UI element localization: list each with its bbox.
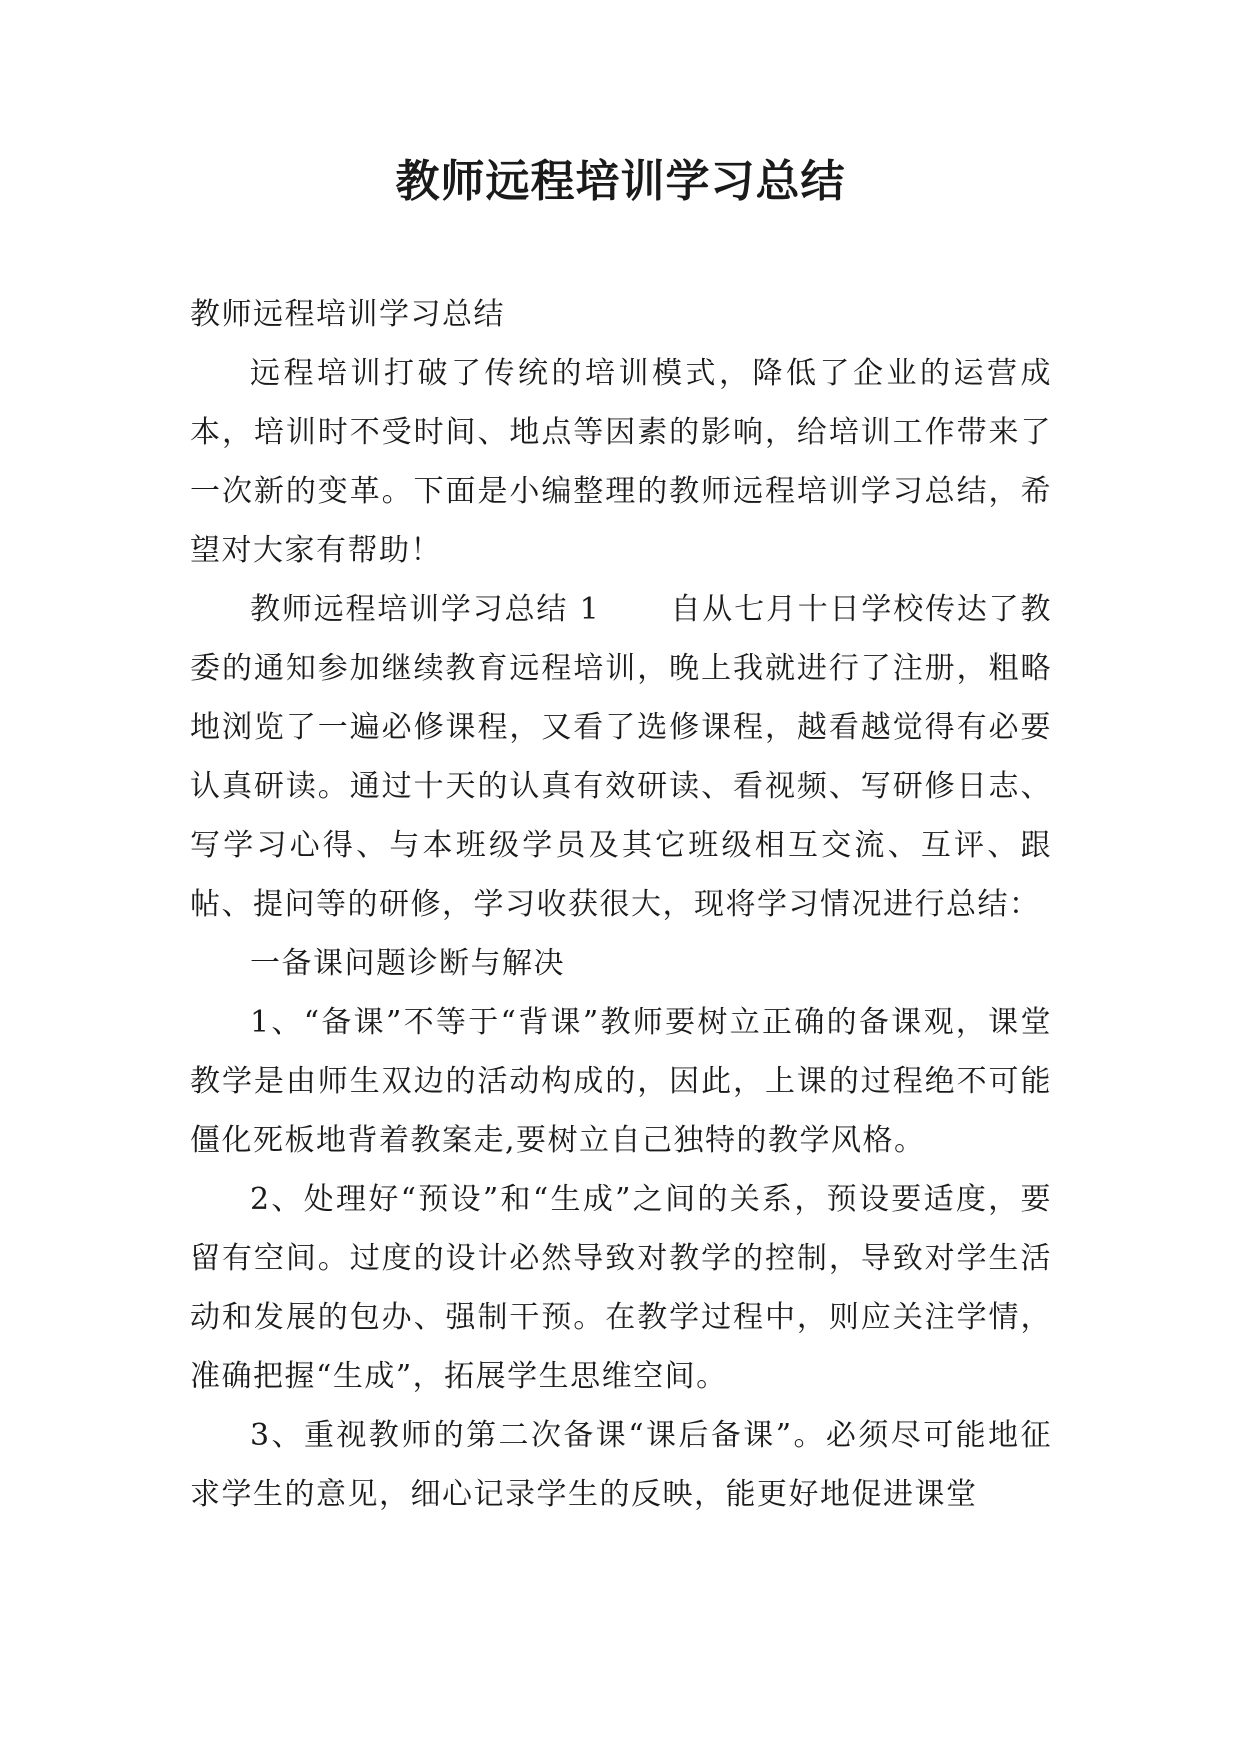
list-item: 1、“备课”不等于“背课”教师要树立正确的备课观，课堂教学是由师生双边的活动构成的，因此，上课的过程绝不可能僵化死板地背着教案走,要树立自己独特的教学风格。 — [190, 1005, 1052, 1158]
paragraph-part1 — [190, 580, 1052, 934]
document-title: 教师远程培训学习总结 — [395, 156, 846, 207]
document-body — [190, 285, 1052, 1524]
list-item: 3、重视教师的第二次备课“课后备课”。必须尽可能地征求学生的意见，细心记录学生的反映，能更好地促进课堂 — [190, 1418, 1052, 1512]
section-heading: 一备课问题诊断与解决 — [250, 946, 565, 981]
part1-body: 自从七月十日学校传达了教委的通知参加继续教育远程培训，晚上我就进行了注册，粗略地浏览了一遍必修课程，又看了选修课程，越看越觉得有必要认真研读。通过十天的认真有效研读、看视频、写研修日志、写学习心得、与本班级学员及其它班级相互交流、互评、跟帖、提问等的研修，学习收获很大，现将学习情况进行总结： — [190, 592, 1053, 922]
part1-heading: 教师远程培训学习总结 1 — [250, 592, 601, 627]
paragraph-intro: 远程培训打破了传统的培训模式，降低了企业的运营成本，培训时不受时间、地点等因素的影响，给培训工作带来了一次新的变革。下面是小编整理的教师远程培训学习总结，希望对大家有帮助！ — [190, 356, 1052, 568]
document-subtitle: 教师远程培训学习总结 — [190, 297, 505, 332]
list-item: 2、处理好“预设”和“生成”之间的关系，预设要适度，要留有空间。过度的设计必然导致对教学的控制，导致对学生活动和发展的包办、强制干预。在教学过程中，则应关注学情，准确把握“生成”，拓展学生思维空间。 — [190, 1182, 1052, 1394]
